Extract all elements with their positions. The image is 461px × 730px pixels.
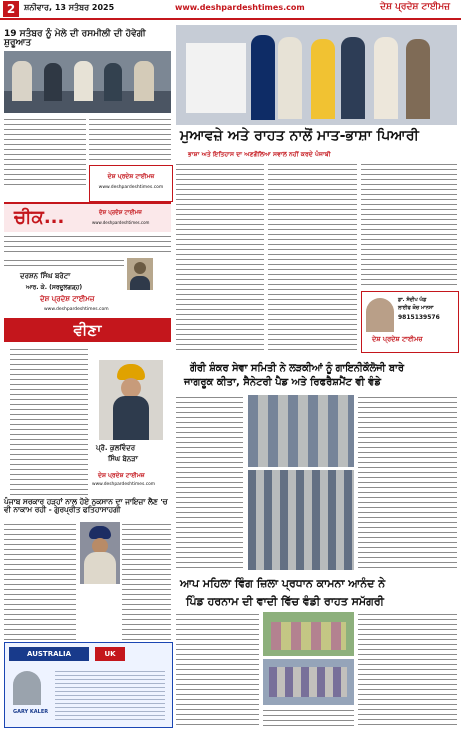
left-bottom-headline: ਪੰਜਾਬ ਸਰਕਾਰ ਹੜ੍ਹਾਂ ਨਾਲ ਹੋਏ ਨੁਕਸਾਨ ਦਾ ਜਾਇਜ਼ਾ ਲੈਣ 'ਚ ਵੀ ਨਾਕਾਮ ਰਹੀ - ਗੁਰਪ੍ਰੀਤ ਫਤਿਹਾਸਾਹਗੀ	[4, 497, 168, 514]
left-headline: 19 ਸਤੰਬਰ ਨੂੰ ਮੇਲੇ ਦੀ ਰਸਮੀਲੀ ਦੀ ਹੋਵੇਗੀ ਸ਼ੁਰੂਆਤ	[4, 29, 146, 49]
meeting-photo	[176, 25, 457, 125]
date-line: ਸ਼ਨੀਵਾਰ, 13 ਸਤੰਬਰ 2025	[24, 3, 115, 12]
right-text-col-1	[176, 162, 264, 352]
right-story2-text-a	[176, 395, 243, 570]
right-story3-caption	[263, 708, 354, 726]
veena-title: ਵੀਣਾ	[73, 321, 102, 339]
left-article-text-a	[4, 117, 86, 188]
veena-header	[4, 318, 171, 342]
right-story3-text-b	[358, 612, 457, 726]
chik-footer-brand: ਦੇਸ਼ ਪ੍ਰਦੇਸ਼ ਟਾਈਮਜ਼	[40, 295, 95, 303]
writer-phone: 9815139576	[398, 314, 440, 321]
ad-details	[55, 668, 165, 720]
politician-photo	[80, 522, 120, 584]
right-text-col-2	[268, 162, 357, 352]
writer-title: ਲਾਈਫ ਕੋਚ ਮਾਨਸਾ	[398, 305, 434, 311]
ad-australia: AUSTRALIA	[9, 647, 89, 661]
poet-name-2: ਸਿੰਘ ਬੇਨੜਾ	[108, 455, 138, 463]
left-article-text-b	[89, 117, 171, 161]
right-headline-3a: ਆਪ ਮਹਿਲਾ ਵਿੰਗ ਜ਼ਿਲਾ ਪ੍ਰਧਾਨ ਕਾਮਨਾ ਆਨੰਦ ਨੇ	[180, 577, 386, 590]
group-photo	[4, 51, 171, 113]
right-subheadline-1: ਭਾਸ਼ਾ ਅਤੇ ਇਤਿਹਾਸ ਦਾ ਅਣਗੌਲਿਆ ਸਵਾਲ ਨਹੀਂ ਕਰਦੇ ਪੰਜਾਬੀ	[188, 151, 331, 158]
chik-text-2	[4, 258, 124, 268]
writer-photo	[366, 298, 394, 332]
right-headline-3b: ਪਿੰਡ ਹਰਨਾਮ ਦੀ ਵਾਦੀ ਵਿੱਚ ਵੰਡੀ ਰਾਹਤ ਸਮੱਗਰੀ	[186, 595, 384, 608]
veena-brand: ਦੇਸ਼ ਪ੍ਰਦੇਸ਼ ਟਾਈਮਜ਼	[98, 472, 145, 479]
right-story3-text-a	[176, 612, 259, 726]
writer-brand: ਦੇਸ਼ ਪ੍ਰਦੇਸ਼ ਟਾਈਮਜ਼	[372, 335, 423, 343]
chik-footer-site: www.deshpardeshtimes.com	[44, 307, 109, 312]
writer-box	[361, 291, 459, 353]
right-text-col-3	[361, 162, 457, 287]
ad-name: GARY KALER	[13, 709, 49, 715]
study-ad	[4, 642, 173, 728]
event-photo-2	[248, 470, 354, 570]
promo-brand: ਦੇਸ਼ ਪ੍ਰਦੇਸ਼ ਟਾਈਮਜ਼	[107, 173, 155, 180]
promo-site: www.deshpardeshtimes.com	[98, 185, 164, 190]
brand-name: ਦੇਸ਼ ਪ੍ਰਦੇਸ਼ ਟਾਈਮਜ਼	[380, 2, 451, 12]
chik-title: ਚੀਕ...	[14, 207, 65, 228]
ad-uk: UK	[95, 647, 125, 661]
page-number: 2	[3, 1, 19, 17]
chik-brand: ਦੇਸ਼ ਪ੍ਰਦੇਸ਼ ਟਾਈਮਜ਼	[99, 210, 142, 216]
relief-photo-1	[263, 612, 354, 656]
right-headline-1: ਮੁਆਵਜ਼ੇ ਅਤੇ ਰਾਹਤ ਨਾਲੋਂ ਮਾਤ-ਭਾਸ਼ਾ ਪਿਆਰੀ	[180, 128, 419, 144]
right-headline-2b: ਜਾਗਰੂਕ ਕੀਤਾ, ਸੈਨੇਟਰੀ ਪੈਡ ਅਤੇ ਰਿਫਰੈਸ਼ਮੈਂਟ ਵੀ ਵੰਡੇ	[184, 377, 381, 388]
event-photo-1	[248, 395, 354, 467]
poet-name-1: ਪ੍ਰੋ. ਕੁਲਵਿੰਦਰ	[96, 444, 136, 452]
ad-person-photo	[13, 671, 41, 705]
veena-site: www.deshpardeshtimes.com	[92, 482, 156, 487]
right-story2-text-b	[358, 395, 457, 570]
right-headline-2a: ਗੌਰੀ ਸ਼ੰਕਰ ਸੇਵਾ ਸਮਿਤੀ ਨੇ ਲੜਕੀਆਂ ਨੂੰ ਗਾਇਨੀਕੌਲੋਜੀ ਬਾਰੇ	[190, 363, 404, 374]
chik-text	[4, 234, 171, 256]
poet-photo	[99, 360, 163, 440]
chik-banner	[4, 202, 171, 232]
writer-name: ਡਾ. ਸੰਦੀਪ ਘੰਡ	[398, 297, 427, 303]
chik-author-1: ਦਰਸ਼ਨ ਸਿੰਘ ਬਰੇਟਾ	[20, 272, 71, 280]
chik-author-photo	[127, 258, 153, 290]
promo-box	[89, 165, 173, 202]
chik-author-2: ਆਰ. ਕੇ. (ਸਰਦੂਲਗੜ੍ਹ)	[26, 284, 83, 291]
veena-poem	[10, 347, 88, 495]
chik-site: www.deshpardeshtimes.com	[92, 220, 150, 225]
left-bottom-text-b	[122, 522, 171, 640]
website-link[interactable]: www.deshpardeshtimes.com	[175, 3, 305, 12]
left-bottom-text-a	[4, 522, 76, 640]
relief-photo-2	[263, 659, 354, 705]
